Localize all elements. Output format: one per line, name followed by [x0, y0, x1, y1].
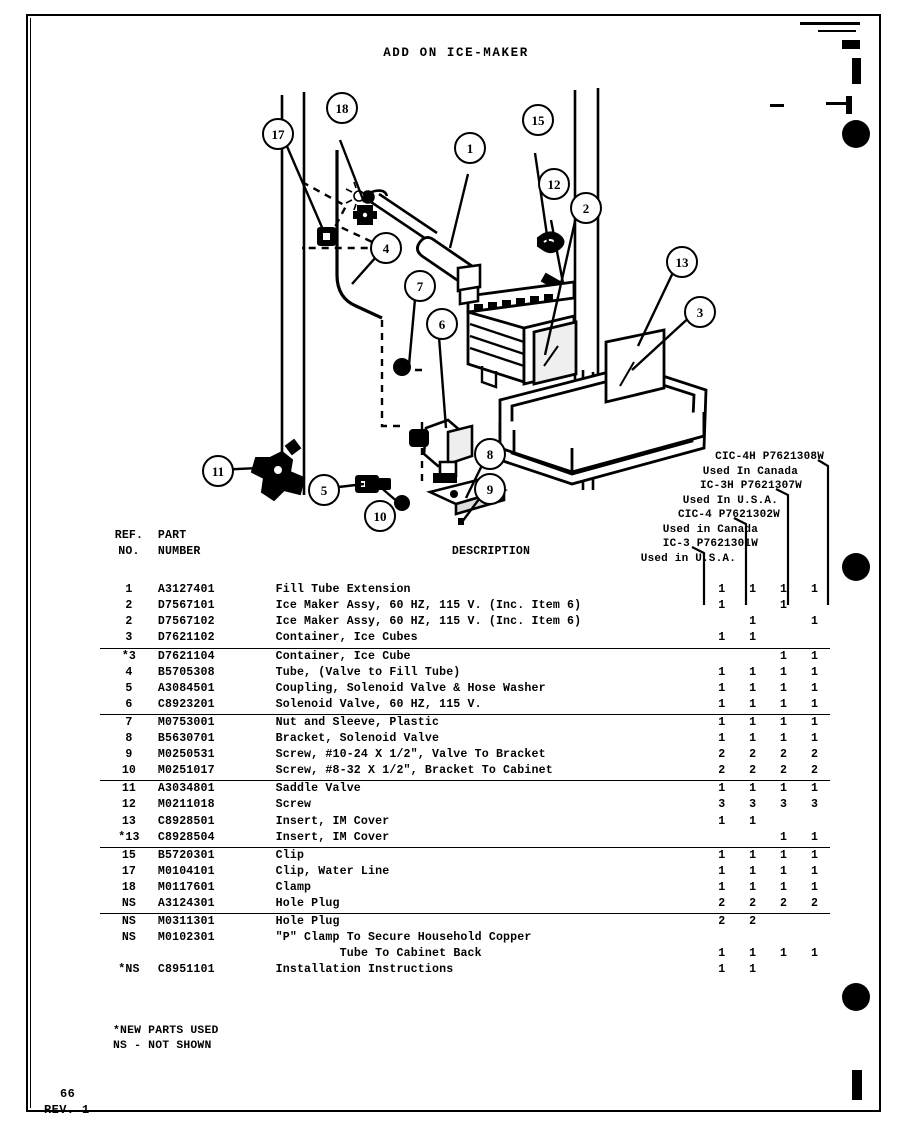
cell-qty-3: [768, 962, 799, 978]
cell-description: Container, Ice Cube: [275, 649, 411, 663]
cell-qty-1: 1: [706, 630, 737, 648]
cell-ref-no: 4: [125, 665, 133, 679]
cell-ref-no: 11: [121, 782, 137, 796]
cell-part-number: B5630701: [157, 732, 215, 746]
cell-qty-3: 1: [780, 782, 788, 796]
model-header-cic4: CIC-4 P7621302W: [677, 509, 780, 521]
header-ref-line2: NO.: [118, 545, 140, 559]
cell-qty-1: 2: [718, 915, 726, 929]
cell-part-number: M0102301: [157, 931, 215, 945]
cell-description: Screw, #8-32 X 1/2", Bracket To Cabinet: [276, 763, 707, 781]
callout-label: 17: [271, 126, 285, 142]
cell-qty-1: 1: [718, 583, 726, 597]
cell-part-number: M0250531: [157, 748, 215, 762]
callout-6: [426, 308, 458, 340]
cell-description: Tube, (Valve to Fill Tube): [275, 665, 461, 679]
cell-part-number: A3124301: [158, 896, 276, 914]
cell-description: Bracket, Solenoid Valve: [275, 732, 440, 746]
cell-qty-1: 1: [718, 715, 726, 729]
cell-ref-no: 9: [125, 748, 133, 762]
cell-qty-4: 2: [810, 748, 819, 762]
cell-qty-4: [799, 630, 830, 648]
header-qty-2: [737, 528, 768, 560]
callout-17: [262, 118, 294, 150]
cell-qty-1: 2: [718, 748, 726, 762]
cell-ref-no: 6: [100, 697, 158, 715]
cell-qty-3: 1: [780, 583, 788, 597]
cell-description: Tube To Cabinet Back: [339, 947, 482, 961]
cell-ref-no: *13: [100, 830, 158, 848]
cell-ref-no: *3: [121, 649, 137, 663]
table-row: [100, 598, 830, 614]
cell-qty-1: 3: [718, 798, 726, 812]
footnotes: [113, 1024, 219, 1054]
callout-label: 15: [531, 112, 545, 128]
cell-qty-2: [737, 830, 768, 848]
cell-description: Insert, IM Cover: [275, 814, 390, 828]
table-row: [100, 665, 830, 681]
page-footer: [44, 1086, 90, 1118]
cell-description: Clip: [275, 848, 305, 862]
cell-qty-2: 2: [737, 763, 768, 781]
cell-qty-3: 2: [768, 896, 799, 914]
cell-description: Hole Plug: [276, 896, 707, 914]
callout-label: 18: [335, 100, 349, 116]
callout-5: [308, 474, 340, 506]
cell-qty-1: [706, 648, 737, 665]
table-row: [100, 896, 830, 914]
parts-table-wrapper: [100, 528, 830, 978]
cell-description: Insert, IM Cover: [276, 830, 707, 848]
cell-qty-2: 1: [737, 630, 768, 648]
callout-13: [666, 246, 698, 278]
cell-part-number: D7621102: [158, 630, 276, 648]
header-description: [276, 528, 707, 560]
table-row: [100, 763, 830, 781]
callout-15: [522, 104, 554, 136]
cell-qty-2: 1: [749, 681, 757, 695]
cell-qty-1: [706, 930, 737, 946]
cell-qty-1: 2: [706, 896, 737, 914]
callout-12: [538, 168, 570, 200]
cell-qty-2: 1: [749, 814, 757, 828]
cell-qty-4: [799, 930, 830, 946]
cell-description: Clamp: [275, 880, 312, 894]
cell-qty-2: 3: [749, 798, 757, 812]
header-qty-3: [768, 528, 799, 560]
table-row: [100, 797, 830, 813]
cell-qty-2: [737, 930, 768, 946]
cell-part-number: D7567102: [157, 615, 215, 629]
table-row: [100, 681, 830, 697]
parts-table: [100, 528, 830, 978]
callout-label: 7: [416, 278, 424, 294]
cell-qty-2: 1: [749, 732, 757, 746]
cell-part-number: B5720301: [157, 848, 215, 862]
table-row: [100, 697, 830, 715]
table-row: [100, 930, 830, 946]
cell-qty-1: 1: [718, 880, 726, 894]
cell-description: Ice Maker Assy, 60 HZ, 115 V. (Inc. Item 6): [275, 599, 582, 613]
cell-qty-4: 1: [810, 880, 819, 894]
parts-table-body: [100, 582, 830, 978]
callout-label: 8: [486, 446, 494, 462]
cell-qty-1: 1: [718, 947, 726, 961]
cell-part-number: D7567101: [157, 599, 215, 613]
cell-qty-3: [768, 930, 799, 946]
cell-qty-4: [799, 962, 830, 978]
callout-label: 6: [438, 316, 446, 332]
cell-description: Coupling, Solenoid Valve & Hose Washer: [275, 681, 546, 695]
cell-qty-2: 2: [737, 896, 768, 914]
cell-qty-3: 1: [780, 715, 788, 729]
table-row: [100, 781, 830, 798]
table-row: [100, 614, 830, 630]
cell-description: Hole Plug: [275, 915, 340, 929]
table-row: [100, 830, 830, 848]
callout-label: 11: [211, 463, 225, 479]
cell-qty-3: 3: [780, 798, 788, 812]
cell-qty-2: 1: [749, 963, 757, 977]
cell-ref-no: [100, 946, 158, 962]
cell-ref-no: 10: [100, 763, 158, 781]
cell-qty-3: 1: [768, 830, 799, 848]
cell-qty-4: 1: [810, 715, 819, 729]
cell-qty-1: [706, 614, 737, 630]
cell-qty-3: 1: [780, 732, 788, 746]
cell-description: Fill Tube Extension: [275, 583, 411, 597]
revision-label: REV. 1: [44, 1103, 90, 1117]
cell-qty-3: 2: [780, 748, 788, 762]
callout-label: 4: [382, 240, 390, 256]
cell-description: Saddle Valve: [275, 782, 361, 796]
cell-qty-4: 1: [810, 649, 819, 663]
registration-dot: [842, 983, 870, 1011]
cell-qty-3: 1: [780, 599, 788, 613]
model-header-cic4h: CIC-4H P7621308W: [715, 451, 824, 463]
cell-qty-3: 1: [780, 665, 788, 679]
cell-part-number: C8923201: [158, 697, 276, 715]
cell-qty-4: 1: [810, 864, 819, 878]
cell-qty-2: 1: [749, 880, 757, 894]
header-qty-4: [799, 528, 830, 560]
callout-label: 1: [466, 140, 474, 156]
callout-label: 10: [373, 508, 387, 524]
cell-ref-no: 3: [100, 630, 158, 648]
cell-qty-4: 1: [810, 681, 819, 695]
cell-description: Ice Maker Assy, 60 HZ, 115 V. (Inc. Item 6): [275, 615, 582, 629]
cell-description: Installation Instructions: [275, 963, 454, 977]
footnote-not-shown: NS - NOT SHOWN: [113, 1040, 212, 1052]
cell-qty-1: 1: [706, 697, 737, 715]
table-row: [100, 946, 830, 962]
cell-qty-3: 1: [780, 649, 788, 663]
cell-ref-no: 2: [125, 615, 133, 629]
table-row: [100, 814, 830, 830]
cell-part-number: M0251017: [158, 763, 276, 781]
cell-part-number: M0117601: [157, 880, 215, 894]
cell-qty-2: 1: [749, 715, 757, 729]
registration-dot: [842, 553, 870, 581]
header-description-label: DESCRIPTION: [451, 545, 531, 559]
cell-qty-4: 1: [810, 782, 819, 796]
callout-label: 12: [547, 176, 561, 192]
cell-qty-3: 1: [768, 697, 799, 715]
cell-description: Clip, Water Line: [275, 864, 390, 878]
table-row: [100, 582, 830, 598]
callout-9: [474, 473, 506, 505]
cell-ref-no: NS: [121, 915, 137, 929]
callout-18: [326, 92, 358, 124]
cell-description: Container, Ice Cubes: [276, 630, 707, 648]
page-number: 66: [60, 1087, 76, 1101]
cell-ref-no: 13: [121, 814, 137, 828]
page-title: ADD ON ICE-MAKER: [383, 46, 529, 60]
cell-qty-2: 1: [749, 583, 757, 597]
callout-11: [202, 455, 234, 487]
cell-qty-1: 1: [718, 665, 726, 679]
cell-qty-3: 1: [780, 681, 788, 695]
cell-qty-4: [799, 598, 830, 614]
cell-description: Solenoid Valve, 60 HZ, 115 V.: [276, 697, 707, 715]
cell-ref-no: 17: [121, 864, 137, 878]
cell-qty-4: 2: [799, 763, 830, 781]
cell-part-number: A3034801: [157, 782, 215, 796]
header-qty-1: [706, 528, 737, 560]
cell-ref-no: 15: [121, 848, 137, 862]
cell-qty-1: 1: [718, 782, 726, 796]
cell-qty-4: 1: [810, 848, 819, 862]
callout-label: 9: [486, 481, 494, 497]
cell-qty-4: 3: [810, 798, 819, 812]
cell-qty-2: 1: [749, 665, 757, 679]
cell-part-number: D7621104: [157, 649, 215, 663]
cell-qty-2: [737, 648, 768, 665]
table-row: [100, 847, 830, 864]
table-row: [100, 714, 830, 731]
cell-qty-3: 1: [780, 864, 788, 878]
cell-part-number: A3084501: [157, 681, 215, 695]
cell-qty-4: 1: [799, 830, 830, 848]
cell-part-number: A3127401: [157, 583, 215, 597]
header-spacer-row: [100, 560, 830, 582]
table-row: [100, 648, 830, 665]
cell-ref-no: 18: [121, 880, 137, 894]
cell-qty-3: 1: [780, 848, 788, 862]
cell-qty-1: 2: [706, 763, 737, 781]
callout-label: 3: [696, 304, 704, 320]
cell-ref-no: NS: [100, 896, 158, 914]
cell-qty-2: 2: [749, 915, 757, 929]
cell-qty-1: 1: [718, 848, 726, 862]
cell-part-number: C8928501: [157, 814, 215, 828]
cell-ref-no: 1: [125, 583, 133, 597]
cell-part-number: M0753001: [157, 715, 215, 729]
cell-part-number: C8951101: [157, 963, 215, 977]
header-part-number: [158, 528, 276, 560]
cell-part-number: M0311301: [157, 915, 215, 929]
cell-qty-2: 1: [749, 947, 757, 961]
cell-qty-3: [768, 614, 799, 630]
cell-qty-1: 1: [718, 814, 726, 828]
cell-qty-1: 1: [718, 864, 726, 878]
cell-qty-2: 1: [749, 848, 757, 862]
cell-ref-no: *NS: [118, 963, 140, 977]
callout-2: [570, 192, 602, 224]
cell-qty-4: 1: [810, 732, 819, 746]
cell-part-number: M0211018: [157, 798, 215, 812]
cell-qty-1: 1: [718, 963, 726, 977]
callout-7: [404, 270, 436, 302]
header-ref-line1: REF.: [114, 529, 144, 542]
cell-description: "P" Clamp To Secure Household Copper: [275, 931, 532, 945]
model-header-ic3h: IC-3H P7621307W: [699, 480, 802, 492]
cell-qty-4: 1: [799, 697, 830, 715]
cell-qty-2: 2: [749, 748, 757, 762]
cell-part-number: C8928504: [158, 830, 276, 848]
callout-1: [454, 132, 486, 164]
model-usage-cic4: Used in Canada: [662, 523, 758, 536]
cell-qty-2: 1: [749, 782, 757, 796]
cell-qty-4: 1: [810, 583, 819, 597]
cell-qty-3: [768, 914, 799, 931]
model-usage-cic4h: Used In Canada: [702, 465, 798, 478]
table-header-row: [100, 528, 830, 560]
cell-ref-no: 12: [121, 798, 137, 812]
cell-qty-3: 1: [780, 880, 788, 894]
callout-8: [474, 438, 506, 470]
callout-label: 13: [675, 254, 689, 270]
model-usage-ic3: Used in U.S.A.: [640, 552, 736, 565]
cell-qty-1: [706, 830, 737, 848]
cell-qty-4: 1: [810, 665, 819, 679]
cell-qty-4: 1: [810, 615, 819, 629]
callout-label: 5: [320, 482, 328, 498]
table-row: [100, 962, 830, 978]
callout-label: 2: [582, 200, 590, 216]
scan-noise: [800, 22, 860, 25]
cell-qty-3: [768, 630, 799, 648]
cell-ref-no: 7: [125, 715, 133, 729]
cell-qty-1: 1: [718, 732, 726, 746]
cell-description: Screw: [275, 798, 312, 812]
model-header-ic3: IC-3 P7621301W: [662, 538, 758, 550]
cell-part-number: B5705308: [157, 665, 215, 679]
table-row: [100, 864, 830, 880]
table-row: [100, 914, 830, 931]
cell-ref-no: NS: [121, 931, 137, 945]
cell-qty-1: 1: [718, 681, 726, 695]
table-row: [100, 630, 830, 648]
header-ref-no: [100, 528, 158, 560]
cell-qty-3: [768, 814, 799, 830]
cell-qty-2: 1: [749, 615, 757, 629]
scan-noise: [852, 1070, 862, 1100]
cell-qty-2: 1: [737, 697, 768, 715]
table-row: [100, 747, 830, 763]
cell-description: Nut and Sleeve, Plastic: [275, 715, 440, 729]
cell-part-number: M0104101: [157, 864, 215, 878]
cell-qty-2: 1: [749, 864, 757, 878]
footnote-new-parts: *NEW PARTS USED: [113, 1025, 219, 1037]
callout-3: [684, 296, 716, 328]
cell-qty-2: [737, 598, 768, 614]
cell-qty-1: 1: [718, 599, 726, 613]
table-row: [100, 880, 830, 896]
cell-qty-4: 2: [799, 896, 830, 914]
cell-ref-no: 5: [125, 681, 133, 695]
callout-4: [370, 232, 402, 264]
cell-ref-no: 2: [125, 599, 133, 613]
cell-qty-3: 1: [780, 947, 788, 961]
header-part-line1: PART: [157, 529, 187, 542]
cell-ref-no: 8: [125, 732, 133, 746]
spacer-cell: [100, 560, 830, 582]
cell-part-number: [158, 946, 276, 962]
table-row: [100, 731, 830, 747]
model-usage-ic3h: Used In U.S.A.: [682, 494, 778, 507]
cell-qty-4: [799, 914, 830, 931]
cell-qty-4: 1: [810, 947, 819, 961]
cell-qty-3: 2: [768, 763, 799, 781]
parts-table-head: [100, 528, 830, 582]
cell-qty-4: [799, 814, 830, 830]
cell-description: Screw, #10-24 X 1/2", Valve To Bracket: [275, 748, 546, 762]
header-part-line2: NUMBER: [157, 545, 201, 559]
scan-noise: [818, 30, 856, 32]
